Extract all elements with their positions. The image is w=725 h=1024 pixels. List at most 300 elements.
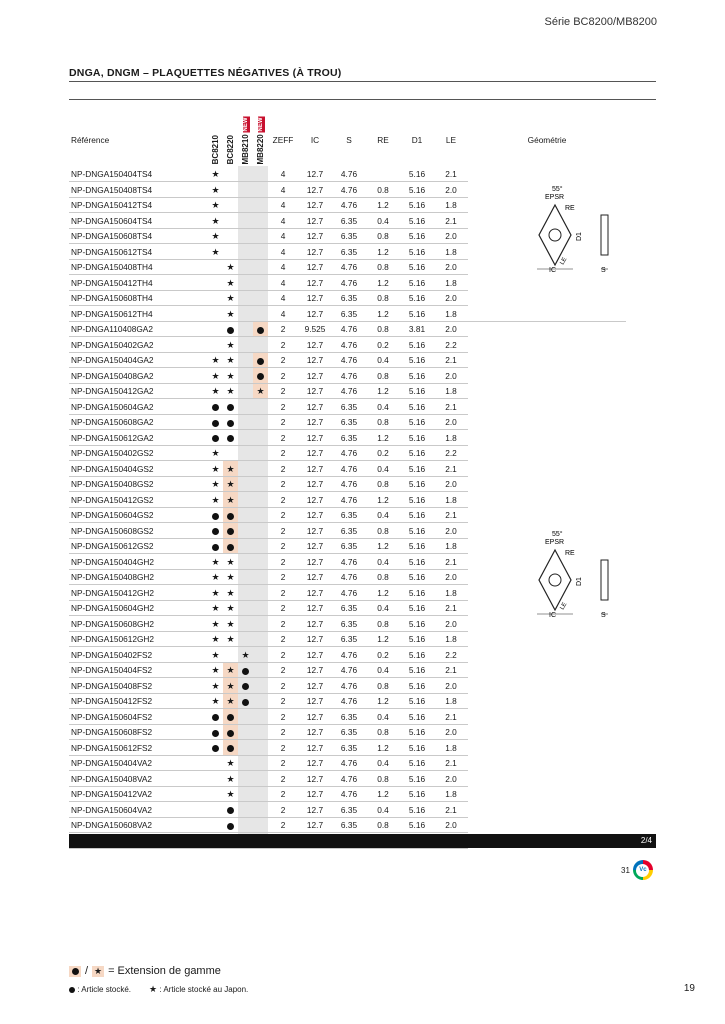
cell-grade [253, 461, 268, 477]
cell-geometry [468, 414, 626, 430]
legend-stock [69, 985, 248, 994]
series-title: Série BC8200/MB8200 [544, 16, 657, 28]
cell-re: 0.8 [366, 228, 400, 244]
cell-zeff: 2 [268, 678, 298, 694]
cell-grade [238, 709, 253, 725]
cell-d1: 5.16 [400, 399, 434, 415]
geo-angle-label: 55° [552, 531, 563, 538]
cell-geometry [468, 383, 626, 399]
cell-ic: 12.7 [298, 476, 332, 492]
cell-grade [223, 461, 238, 477]
cell-re: 1.2 [366, 740, 400, 756]
cell-grade [223, 290, 238, 306]
cell-grade [208, 275, 223, 291]
cell-grade [238, 166, 253, 182]
cell-grade [223, 647, 238, 663]
cell-re: 0.4 [366, 554, 400, 570]
cell-s: 4.76 [332, 368, 366, 384]
cell-zeff: 2 [268, 600, 298, 616]
japan-star-icon: ★ [226, 463, 235, 474]
cell-reference: NP-DNGA150604TS4 [69, 213, 208, 229]
vc-logo-icon: Vc [633, 860, 653, 880]
japan-star-icon: ★ [226, 370, 235, 381]
stock-dot-icon [212, 420, 219, 427]
cell-grade [208, 693, 223, 709]
cell-zeff: 2 [268, 538, 298, 554]
cell-s: 6.35 [332, 740, 366, 756]
cell-geometry [468, 678, 626, 694]
cell-le: 2.0 [434, 476, 468, 492]
cell-grade [223, 352, 238, 368]
cell-ic: 12.7 [298, 445, 332, 461]
cell-grade [253, 802, 268, 818]
cell-grade [238, 306, 253, 322]
cell-grade [208, 492, 223, 508]
table-row [69, 631, 626, 647]
cell-s: 4.76 [332, 321, 366, 337]
cell-grade [223, 259, 238, 275]
cell-s: 6.35 [332, 399, 366, 415]
cell-ic: 12.7 [298, 352, 332, 368]
star-highlight-icon: ★ [94, 965, 103, 976]
japan-star-icon: ★ [211, 463, 220, 474]
cell-reference: NP-DNGA150612GS2 [69, 538, 208, 554]
cell-d1: 5.16 [400, 476, 434, 492]
cell-re: 0.4 [366, 213, 400, 229]
cell-grade [253, 306, 268, 322]
cell-ic: 12.7 [298, 678, 332, 694]
cell-le: 2.2 [434, 647, 468, 663]
cell-reference: NP-DNGA150612GA2 [69, 430, 208, 446]
cell-le: 1.8 [434, 430, 468, 446]
cell-d1: 5.16 [400, 585, 434, 601]
cell-re: 0.8 [366, 817, 400, 833]
cell-le: 2.1 [434, 802, 468, 818]
cell-grade [208, 383, 223, 399]
cell-grade [238, 244, 253, 260]
japan-star-icon: ★ [226, 556, 235, 567]
cell-grade [238, 430, 253, 446]
cell-ic: 12.7 [298, 647, 332, 663]
cell-d1: 5.16 [400, 213, 434, 229]
cell-grade [253, 740, 268, 756]
cell-zeff: 2 [268, 337, 298, 353]
table-row [69, 786, 626, 802]
cell-d1: 5.16 [400, 507, 434, 523]
cell-grade [238, 197, 253, 213]
cell-d1: 5.16 [400, 337, 434, 353]
stock-dot-icon [212, 714, 219, 721]
cell-d1: 5.16 [400, 724, 434, 740]
japan-star-icon: ★ [211, 603, 220, 614]
cell-le: 2.0 [434, 724, 468, 740]
cell-grade [223, 213, 238, 229]
cell-zeff: 2 [268, 662, 298, 678]
cell-grade [253, 445, 268, 461]
cell-grade [223, 383, 238, 399]
japan-star-icon: ★ [211, 231, 220, 242]
cell-ic: 12.7 [298, 616, 332, 632]
cell-re: 0.4 [366, 802, 400, 818]
cell-le: 2.0 [434, 368, 468, 384]
table-top-rule [69, 99, 656, 100]
cell-d1: 5.16 [400, 631, 434, 647]
cell-le: 2.1 [434, 600, 468, 616]
japan-star-icon: ★ [226, 789, 235, 800]
cell-le: 2.1 [434, 461, 468, 477]
table-row [69, 399, 626, 415]
cell-ic: 12.7 [298, 724, 332, 740]
cell-grade [223, 523, 238, 539]
geo-ic-label: IC [549, 267, 556, 273]
japan-star-icon: ★ [226, 634, 235, 645]
cell-re: 0.8 [366, 678, 400, 694]
cell-grade [253, 197, 268, 213]
japan-star-icon: ★ [211, 587, 220, 598]
cell-ic: 12.7 [298, 523, 332, 539]
cell-reference: NP-DNGA150412GS2 [69, 492, 208, 508]
cell-grade [253, 259, 268, 275]
cell-s: 4.76 [332, 259, 366, 275]
table-row [69, 709, 626, 725]
cell-geometry [468, 771, 626, 787]
cell-d1: 5.16 [400, 647, 434, 663]
cell-reference: NP-DNGA150608VA2 [69, 817, 208, 833]
cell-grade [223, 399, 238, 415]
cell-s: 6.35 [332, 430, 366, 446]
table-row [69, 740, 626, 756]
geo-le-label: LE [559, 256, 569, 266]
cell-s: 6.35 [332, 802, 366, 818]
japan-star-icon: ★ [211, 448, 220, 459]
legend-extension [69, 965, 221, 977]
geo-re-label: RE [565, 550, 575, 557]
cell-reference: NP-DNGA150412TS4 [69, 197, 208, 213]
logo-number: 31 [621, 865, 630, 875]
cell-zeff: 2 [268, 740, 298, 756]
cell-grade [208, 352, 223, 368]
cell-geometry [468, 461, 626, 477]
cell-s: 4.76 [332, 755, 366, 771]
cell-re: 0.8 [366, 321, 400, 337]
cell-d1: 5.16 [400, 414, 434, 430]
cell-geometry [468, 399, 626, 415]
cell-reference: NP-DNGA150408GA2 [69, 368, 208, 384]
cell-re: 1.2 [366, 275, 400, 291]
cell-reference: NP-DNGA150404VA2 [69, 755, 208, 771]
cell-grade [238, 569, 253, 585]
cell-s: 6.35 [332, 817, 366, 833]
legend-separator: / [85, 965, 89, 977]
cell-grade [223, 616, 238, 632]
cell-zeff: 2 [268, 507, 298, 523]
cell-reference: NP-DNGA150412GA2 [69, 383, 208, 399]
legend-stocked-japan: ★ : Article stocké au Japon. [149, 984, 249, 994]
geo-s-label: S [601, 267, 606, 273]
cell-grade [253, 321, 268, 337]
cell-grade [223, 368, 238, 384]
table-row [69, 755, 626, 771]
stock-dot-icon [212, 745, 219, 752]
table-row [69, 802, 626, 818]
geometry-diagram-2 [535, 528, 620, 618]
japan-star-icon: ★ [211, 246, 220, 257]
cell-geometry [468, 631, 626, 647]
cell-grade [238, 771, 253, 787]
table-row [69, 306, 626, 322]
cell-le: 1.8 [434, 786, 468, 802]
cell-le: 1.8 [434, 306, 468, 322]
cell-geometry [468, 492, 626, 508]
cell-zeff: 4 [268, 290, 298, 306]
cell-le: 1.8 [434, 492, 468, 508]
cell-reference: NP-DNGA150612FS2 [69, 740, 208, 756]
cell-s: 6.35 [332, 228, 366, 244]
cell-geometry [468, 445, 626, 461]
japan-star-icon: ★ [226, 479, 235, 490]
japan-star-icon: ★ [226, 262, 235, 273]
cell-grade [223, 631, 238, 647]
table-header-row [69, 114, 626, 166]
cell-le: 2.2 [434, 337, 468, 353]
cell-re: 0.4 [366, 399, 400, 415]
cell-geometry [468, 724, 626, 740]
cell-zeff: 4 [268, 182, 298, 198]
cell-geometry [468, 352, 626, 368]
table-row [69, 507, 626, 523]
cell-s: 4.76 [332, 693, 366, 709]
cell-grade [223, 585, 238, 601]
cell-grade [238, 755, 253, 771]
cell-zeff: 2 [268, 616, 298, 632]
cell-grade [208, 430, 223, 446]
header-grade-bc8220: BC8220 [226, 135, 235, 165]
cell-grade [208, 399, 223, 415]
cell-zeff: 2 [268, 647, 298, 663]
cell-le: 2.0 [434, 321, 468, 337]
cell-grade [223, 693, 238, 709]
stock-dot-icon [227, 544, 234, 551]
cell-s: 4.76 [332, 476, 366, 492]
stock-dot-icon [257, 327, 264, 334]
cell-grade [208, 647, 223, 663]
cell-s: 4.76 [332, 182, 366, 198]
cell-le: 2.1 [434, 352, 468, 368]
cell-grade [208, 414, 223, 430]
geo-angle-label: 55° [552, 186, 563, 193]
cell-ic: 12.7 [298, 430, 332, 446]
cell-grade [223, 445, 238, 461]
cell-grade [238, 414, 253, 430]
cell-geometry [468, 786, 626, 802]
cell-grade [253, 507, 268, 523]
japan-star-icon: ★ [211, 200, 220, 211]
cell-grade [208, 771, 223, 787]
japan-star-icon: ★ [226, 386, 235, 397]
cell-reference: NP-DNGA150612TH4 [69, 306, 208, 322]
cell-re: 0.8 [366, 771, 400, 787]
cell-grade [253, 166, 268, 182]
cell-re: 0.4 [366, 507, 400, 523]
cell-grade [253, 337, 268, 353]
cell-d1: 5.16 [400, 182, 434, 198]
cell-grade [223, 228, 238, 244]
table-row [69, 492, 626, 508]
table-row [69, 771, 626, 787]
cell-grade [223, 476, 238, 492]
cell-re: 0.4 [366, 352, 400, 368]
stock-dot-icon [212, 404, 219, 411]
cell-ic: 12.7 [298, 662, 332, 678]
cell-re: 1.2 [366, 631, 400, 647]
japan-star-icon: ★ [226, 587, 235, 598]
cell-ic: 12.7 [298, 771, 332, 787]
table-row [69, 445, 626, 461]
cell-s: 6.35 [332, 290, 366, 306]
table-row [69, 647, 626, 663]
cell-s: 4.76 [332, 461, 366, 477]
cell-grade [238, 693, 253, 709]
cell-re: 0.8 [366, 182, 400, 198]
cell-grade [253, 786, 268, 802]
cell-s: 4.76 [332, 337, 366, 353]
cell-d1: 5.16 [400, 802, 434, 818]
dot-highlight-icon [69, 966, 81, 977]
cell-grade [238, 538, 253, 554]
cell-zeff: 4 [268, 244, 298, 260]
japan-star-icon: ★ [211, 665, 220, 676]
cell-le: 2.0 [434, 290, 468, 306]
cell-reference: NP-DNGA150404GH2 [69, 554, 208, 570]
page-number: 19 [683, 983, 695, 994]
cell-d1: 3.81 [400, 321, 434, 337]
stock-dot-icon [242, 683, 249, 690]
cell-d1: 5.16 [400, 461, 434, 477]
cell-d1: 5.16 [400, 662, 434, 678]
table-row [69, 290, 626, 306]
cell-reference: NP-DNGA110408GA2 [69, 321, 208, 337]
cell-reference: NP-DNGA150404FS2 [69, 662, 208, 678]
cell-s: 4.76 [332, 786, 366, 802]
japan-star-icon: ★ [226, 758, 235, 769]
cell-s: 6.35 [332, 631, 366, 647]
stock-dot-icon [212, 528, 219, 535]
cell-reference: NP-DNGA150408GS2 [69, 476, 208, 492]
cell-zeff: 4 [268, 213, 298, 229]
cell-geometry [468, 817, 626, 833]
geo-s-label: S [601, 612, 606, 618]
japan-star-icon: ★ [256, 386, 265, 397]
cell-ic: 12.7 [298, 275, 332, 291]
cell-ic: 12.7 [298, 755, 332, 771]
cell-zeff: 2 [268, 368, 298, 384]
page-title: DNGA, DNGM – PLAQUETTES NÉGATIVES (À TROU) [69, 67, 342, 79]
cell-grade [253, 414, 268, 430]
cell-ic: 12.7 [298, 492, 332, 508]
cell-s: 6.35 [332, 538, 366, 554]
cell-d1: 5.16 [400, 166, 434, 182]
cell-geometry [468, 275, 626, 291]
cell-grade [238, 647, 253, 663]
cell-reference: NP-DNGA150608FS2 [69, 724, 208, 740]
cell-reference: NP-DNGA150608GH2 [69, 616, 208, 632]
cell-ic: 12.7 [298, 554, 332, 570]
cell-grade [253, 569, 268, 585]
dot-icon [69, 987, 75, 993]
cell-grade [238, 445, 253, 461]
cell-geometry [468, 321, 626, 337]
cell-reference: NP-DNGA150608GA2 [69, 414, 208, 430]
new-badge: NEW [242, 117, 249, 131]
cell-grade [238, 600, 253, 616]
cell-grade [223, 678, 238, 694]
cell-reference: NP-DNGA150612GH2 [69, 631, 208, 647]
japan-star-icon: ★ [211, 370, 220, 381]
cell-grade [208, 213, 223, 229]
cell-s: 4.76 [332, 492, 366, 508]
japan-star-icon: ★ [211, 355, 220, 366]
cell-zeff: 2 [268, 771, 298, 787]
cell-grade [238, 399, 253, 415]
cell-geometry [468, 616, 626, 632]
cell-grade [208, 538, 223, 554]
cell-grade [208, 321, 223, 337]
cell-geometry [468, 647, 626, 663]
cell-ic: 12.7 [298, 368, 332, 384]
cell-grade [253, 600, 268, 616]
cell-ic: 12.7 [298, 306, 332, 322]
cell-grade [208, 585, 223, 601]
cell-grade [223, 182, 238, 198]
cell-le: 1.8 [434, 197, 468, 213]
cell-grade [238, 337, 253, 353]
cell-reference: NP-DNGA150404GS2 [69, 461, 208, 477]
cell-ic: 12.7 [298, 244, 332, 260]
cell-geometry [468, 755, 626, 771]
cell-le: 2.0 [434, 259, 468, 275]
cell-grade [208, 724, 223, 740]
cell-d1: 5.16 [400, 569, 434, 585]
cell-re: 0.8 [366, 368, 400, 384]
cell-s: 6.35 [332, 616, 366, 632]
cell-grade [253, 554, 268, 570]
cell-grade [238, 259, 253, 275]
cell-grade [238, 740, 253, 756]
cell-zeff: 4 [268, 166, 298, 182]
cell-re: 0.2 [366, 647, 400, 663]
cell-reference: NP-DNGA150608TS4 [69, 228, 208, 244]
cell-zeff: 2 [268, 445, 298, 461]
cell-d1: 5.16 [400, 306, 434, 322]
cell-zeff: 4 [268, 228, 298, 244]
cell-le: 2.1 [434, 213, 468, 229]
cell-ic: 12.7 [298, 383, 332, 399]
cell-le: 1.8 [434, 383, 468, 399]
header-grade-bc8210: BC8210 [211, 135, 220, 165]
japan-star-icon: ★ [226, 293, 235, 304]
japan-star-icon: ★ [211, 386, 220, 397]
cell-zeff: 4 [268, 306, 298, 322]
cell-s: 6.35 [332, 507, 366, 523]
stock-dot-icon [242, 668, 249, 675]
cell-s: 6.35 [332, 600, 366, 616]
cell-grade [223, 755, 238, 771]
cell-ic: 12.7 [298, 166, 332, 182]
cell-reference: NP-DNGA150402GA2 [69, 337, 208, 353]
cell-reference: NP-DNGA150412VA2 [69, 786, 208, 802]
cell-ic: 12.7 [298, 182, 332, 198]
header-grade-mb8210: MB8210 NEW [240, 117, 250, 165]
